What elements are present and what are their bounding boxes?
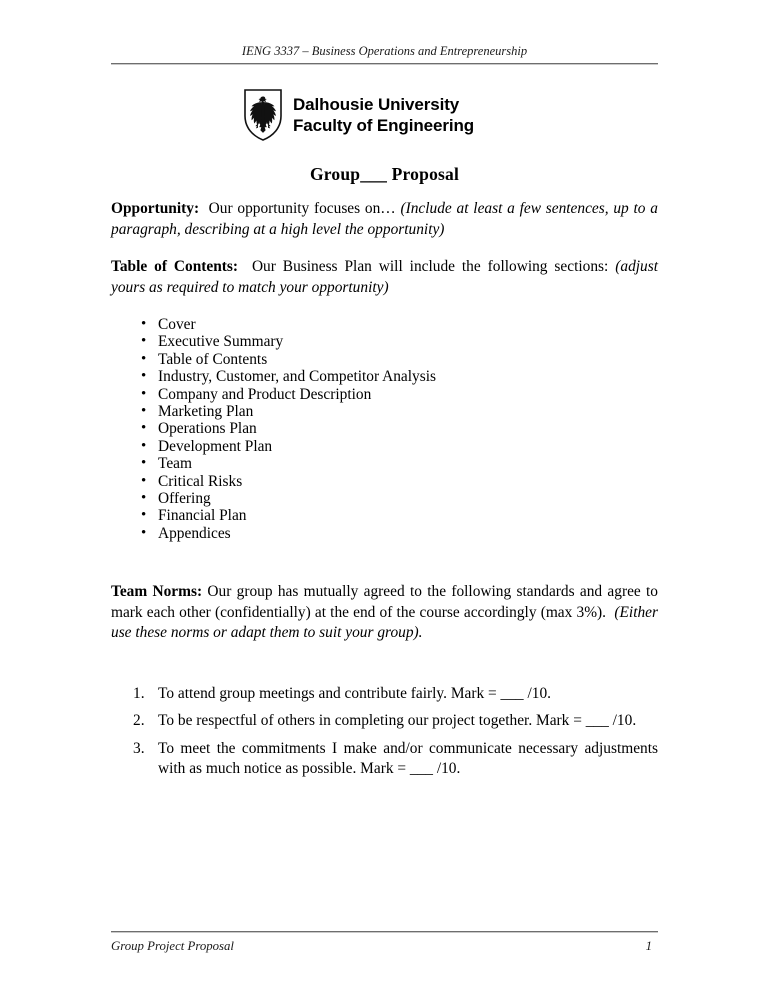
list-item <box>111 490 658 507</box>
list-item <box>111 711 658 732</box>
list-item-label: To be respectful of others in completing our project together. Mark = ___ /10. <box>158 712 637 730</box>
bullet-icon: • <box>141 507 147 524</box>
list-item <box>111 507 658 524</box>
team-norms-label: Team Norms: <box>111 583 203 601</box>
team-norms-note: (Either use these norms or adapt them to suit your group). <box>111 603 658 642</box>
list-item <box>111 739 658 780</box>
team-norms-paragraph <box>111 582 658 644</box>
team-norms-text: Our group has mutually agreed to the following standards and agree to mark each other (confidentially) at the end of the course accordingly (max 3%). <box>111 583 659 621</box>
list-item-label: Operations Plan <box>158 420 257 438</box>
bullet-icon: • <box>141 368 147 385</box>
list-item-label: Offering <box>158 490 211 508</box>
list-item <box>111 684 658 705</box>
footer-divider <box>111 931 658 933</box>
bullet-icon: • <box>141 420 147 437</box>
list-item-label: Team <box>158 455 192 473</box>
list-item-label: To meet the commitments I make and/or communicate necessary adjustments with as much notice as possible. Mark = ___ /10. <box>158 739 658 778</box>
list-item-number: 2. <box>133 712 145 730</box>
list-item-label: Company and Product Description <box>158 385 372 403</box>
institution-logo-block <box>243 88 474 142</box>
bullet-icon: • <box>141 472 147 489</box>
bullet-icon: • <box>141 490 147 507</box>
footer-title: Group Project Proposal <box>111 939 234 953</box>
list-item <box>111 316 658 333</box>
dalhousie-shield-eagle-crest-icon <box>243 88 283 142</box>
list-item <box>111 455 658 472</box>
list-item-label: Cover <box>158 316 196 333</box>
list-spacer <box>111 662 658 684</box>
institution-name-line1: Dalhousie University <box>293 95 460 114</box>
list-item <box>111 438 658 455</box>
page-header <box>111 44 658 65</box>
list-item <box>111 333 658 350</box>
list-item <box>111 351 658 368</box>
list-item-label: Marketing Plan <box>158 403 254 421</box>
section-spacer <box>111 542 658 582</box>
institution-name <box>293 94 474 136</box>
opportunity-paragraph <box>111 199 658 240</box>
list-item-label: Critical Risks <box>158 472 243 490</box>
header-divider <box>111 63 658 65</box>
page-footer <box>111 931 658 954</box>
list-item-label: Table of Contents <box>158 350 268 368</box>
bullet-icon: • <box>141 316 147 332</box>
list-item-number: 3. <box>133 739 145 757</box>
bullet-icon: • <box>141 437 147 454</box>
list-item-label: Industry, Customer, and Competitor Analysis <box>158 368 436 386</box>
bullet-icon: • <box>141 333 147 350</box>
table-of-contents-text: Our Business Plan will include the following sections: <box>251 258 609 275</box>
footer-row <box>111 938 658 954</box>
list-item <box>111 386 658 403</box>
list-item-label: Appendices <box>158 524 231 542</box>
running-head-text: IENG 3337 – Business Operations and Entrepreneurship <box>241 44 528 58</box>
opportunity-text: Our opportunity focuses on… <box>208 200 396 217</box>
list-item <box>111 420 658 437</box>
bullet-icon: • <box>141 403 147 420</box>
list-item <box>111 525 658 542</box>
list-item-label: Executive Summary <box>158 333 284 351</box>
list-item-label: To attend group meetings and contribute fairly. Mark = ___ /10. <box>158 684 551 702</box>
bullet-icon: • <box>141 524 147 541</box>
list-item-label: Development Plan <box>158 437 273 455</box>
list-item <box>111 403 658 420</box>
bullet-icon: • <box>141 350 147 367</box>
table-of-contents-note: (adjust yours as required to match your opportunity) <box>111 258 659 296</box>
list-item <box>111 368 658 385</box>
table-of-contents-label: Table of Contents: <box>111 258 239 275</box>
bullet-icon: • <box>141 455 147 472</box>
list-item-label: Financial Plan <box>158 507 247 525</box>
footer-page-number: 1 <box>645 939 652 953</box>
bullet-icon: • <box>141 385 147 402</box>
document-body <box>111 199 658 780</box>
list-item <box>111 473 658 490</box>
page-title: Group___ Proposal <box>309 164 460 184</box>
opportunity-label: Opportunity: <box>111 200 200 217</box>
table-of-contents-list <box>111 316 658 542</box>
list-item-number: 1. <box>133 684 145 702</box>
table-of-contents-paragraph <box>111 257 658 298</box>
institution-name-line2: Faculty of Engineering <box>293 116 475 135</box>
team-norms-list <box>111 684 658 780</box>
opportunity-note: (Include at least a few sentences, up to a paragraph, describing at a high level the opportunity) <box>111 200 658 238</box>
